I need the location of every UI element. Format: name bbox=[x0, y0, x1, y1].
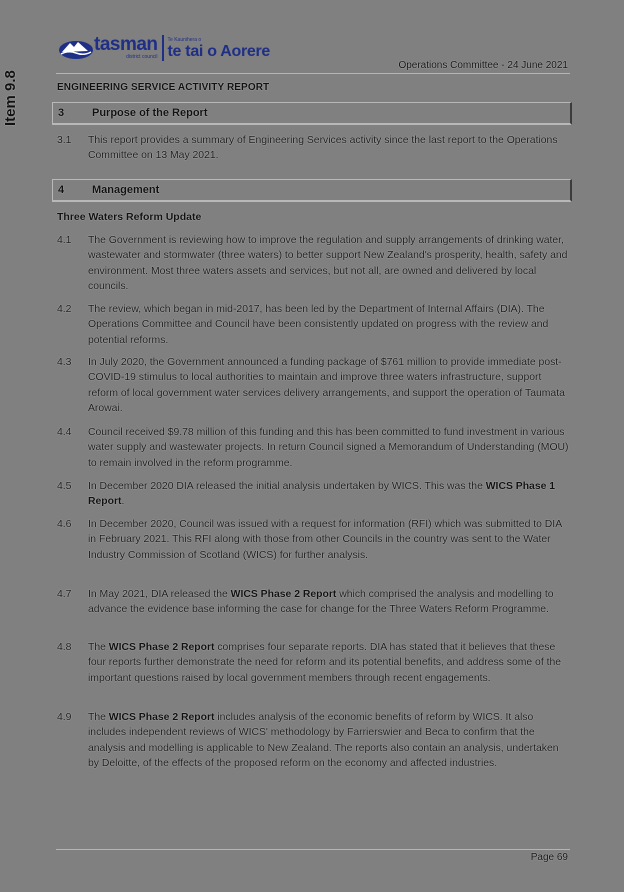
paragraph-text: In December 2020, Council was issued with a request for information (RFI) which was submitted to DIA in February 2021. This RFI along with those from other Councils in the country was sent to the Water Industry Commission of Scotland (WICS) for further analysis. bbox=[88, 519, 562, 561]
paragraph-number: 4.8 bbox=[57, 642, 72, 653]
paragraph-4-8 bbox=[57, 640, 569, 686]
meeting-header: Operations Committee - 24 June 2021 bbox=[398, 60, 568, 71]
header-divider bbox=[56, 73, 570, 74]
paragraph-text: In May 2021, DIA released the WICS Phase 2 Report which comprised the analysis and modelling to advance the evidence base informing the case for change for the Three Waters Reform Programme. bbox=[88, 589, 554, 616]
paragraph-number: 4.1 bbox=[57, 235, 72, 246]
paragraph-number: 4.3 bbox=[57, 357, 72, 368]
paragraph-number: 4.7 bbox=[57, 589, 72, 600]
logo-brand-sub: district council bbox=[126, 54, 158, 60]
paragraph-text: The WICS Phase 2 Report comprises four separate reports. DIA has stated that it believes that these four reports further demonstrate the need for reform and its potential benefits, and address some of the important questions raised by local government members through recent engagements. bbox=[88, 642, 562, 684]
paragraph-3-1 bbox=[57, 133, 569, 164]
bold-report-name: WICS Phase 2 Report bbox=[108, 712, 215, 723]
logo-separator bbox=[162, 35, 164, 61]
section-title: Management bbox=[92, 184, 160, 196]
section-title: Purpose of the Report bbox=[92, 107, 208, 119]
bold-report-name: WICS Phase 1 Report bbox=[88, 481, 556, 508]
paragraph-text: Council received $9.78 million of this funding and this has been committed to fund investment in various water supply and wastewater projects. In return Council signed a Memorandum of Understanding (MOU) to remain involved in the reform programme. bbox=[88, 427, 569, 469]
paragraph-number: 4.2 bbox=[57, 304, 72, 315]
paragraph-text: In December 2020 DIA released the initial analysis undertaken by WICS. This was the WICS Phase 1 Report. bbox=[88, 481, 556, 508]
paragraph-4-5 bbox=[57, 479, 569, 510]
paragraph-4-3 bbox=[57, 355, 569, 416]
paragraph-number: 3.1 bbox=[57, 135, 72, 146]
paragraph-4-4 bbox=[57, 425, 569, 471]
section-number: 4 bbox=[58, 184, 65, 196]
logo-maori-small: Te Kaunihera o bbox=[167, 36, 202, 43]
paragraph-4-1 bbox=[57, 233, 569, 294]
paragraph-text: In July 2020, the Government announced a funding package of $761 million to provide immediate post-COVID-19 stimulus to local authorities to maintain and improve three waters infrastructure, support reform of local government water services delivery arrangements, and support the operation of Taumata Arowai. bbox=[88, 357, 565, 414]
section-number: 3 bbox=[58, 107, 65, 119]
paragraph-text: The Government is reviewing how to improve the regulation and supply arrangements of drinking water, wastewater and stormwater (three waters) to better support New Zealand's prosperity, health, safety and environment. Most three waters assets and services, but not all, are owned and delivered by local councils. bbox=[88, 235, 568, 292]
paragraph-number: 4.9 bbox=[57, 712, 72, 723]
paragraph-4-7 bbox=[57, 587, 569, 618]
logo-maori-name: te tai o Aorere bbox=[167, 42, 271, 60]
paragraph-4-9 bbox=[57, 710, 569, 771]
paragraph-number: 4.4 bbox=[57, 427, 72, 438]
mountain-wave-logo-icon bbox=[58, 36, 94, 60]
paragraph-4-6 bbox=[57, 517, 569, 563]
footer-divider bbox=[56, 849, 570, 850]
bold-report-name: WICS Phase 2 Report bbox=[230, 589, 337, 600]
section-heading-4 bbox=[52, 179, 572, 202]
item-number-tag: Item 9.8 bbox=[2, 70, 19, 126]
paragraph-number: 4.5 bbox=[57, 481, 72, 492]
paragraph-text: The WICS Phase 2 Report includes analysis of the economic benefits of reform by WICS. It also includes independent reviews of WICS' methodology by Farrierswier and Beca to confirm that the analysis and modelling is applicable to New Zealand. The reports also contain an analysis, undertaken by Deloitte, of the effects of the proposed reform on the economy and affected industries. bbox=[88, 712, 559, 769]
report-title: ENGINEERING SERVICE ACTIVITY REPORT bbox=[57, 82, 270, 93]
page-number: Page 69 bbox=[530, 852, 568, 863]
logo-brand: tasman bbox=[94, 34, 158, 55]
paragraph-text: This report provides a summary of Engineering Services activity since the last report to the Operations Committee on 13 May 2021. bbox=[88, 135, 558, 162]
subheading-three-waters: Three Waters Reform Update bbox=[57, 211, 202, 223]
council-logo bbox=[58, 30, 270, 66]
bold-report-name: WICS Phase 2 Report bbox=[108, 642, 215, 653]
section-heading-3 bbox=[52, 102, 572, 125]
paragraph-number: 4.6 bbox=[57, 519, 72, 530]
logo-tasman-block bbox=[94, 36, 158, 60]
paragraph-4-2 bbox=[57, 302, 569, 348]
paragraph-text: The review, which began in mid-2017, has been led by the Department of Internal Affairs (DIA). The Operations Committee and Council have been consistently updated on progress with the review and potential reforms. bbox=[88, 304, 549, 346]
logo-maori-block bbox=[168, 37, 271, 60]
